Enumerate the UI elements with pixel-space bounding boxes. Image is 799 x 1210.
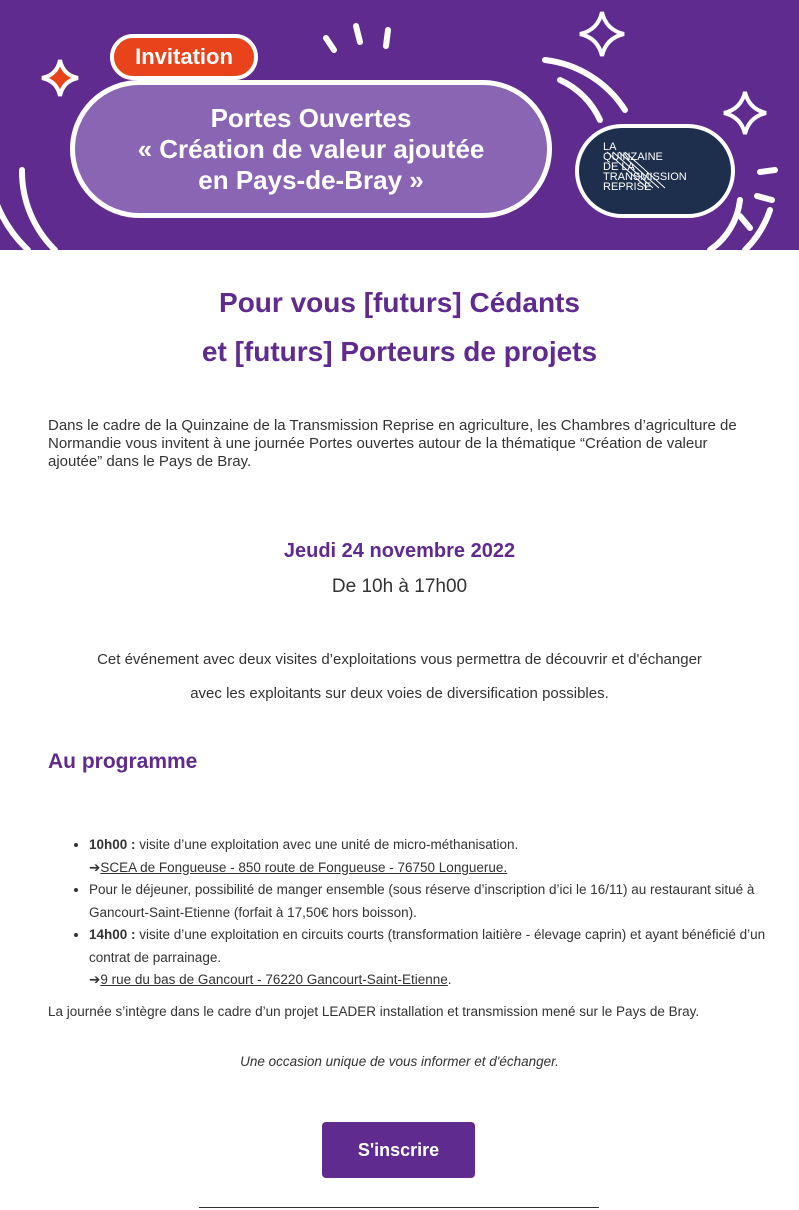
headline-line-2: et [futurs] Porteurs de projets: [201, 336, 598, 367]
logo-line-3: DE LA: [603, 161, 635, 173]
morning-text: visite d’une exploitation avec une unité de micro-méthanisation.: [135, 837, 519, 852]
occasion-text: Une occasion unique de vous informer et d'échanger.: [240, 1054, 559, 1069]
morning-address-link[interactable]: SCEA de Fongueuse - 850 route de Fongueuse - 76750 Longuerue.: [100, 859, 508, 875]
event-title-pill: [70, 80, 552, 218]
morning-time: 10h00 :: [89, 837, 136, 852]
event-date: Jeudi 24 novembre 2022: [283, 540, 516, 562]
register-button[interactable]: S'inscrire: [322, 1122, 475, 1178]
invitation-badge: Invitation: [110, 34, 258, 80]
program-list: [48, 834, 799, 992]
afternoon-address-link[interactable]: 9 rue du bas de Gancourt - 76220 Gancourt-Saint-Etienne: [100, 972, 448, 987]
event-hours: De 10h à 17h00: [331, 576, 468, 597]
logo-line-2: QUINZAINE: [603, 151, 663, 163]
program-title: Au programme: [48, 750, 198, 773]
event-description-line-1: Cet événement avec deux visites d’exploitations vous permettra de découvrir et d'échanger: [97, 651, 702, 668]
arrow-icon: ➔: [89, 859, 101, 875]
title-line-2: « Création de valeur ajoutée: [137, 133, 485, 164]
afternoon-text: visite d’une exploitation en circuits courts (transformation laitière - élevage caprin) et ayant bénéficié d’un contrat de parrainage.: [89, 927, 766, 965]
leader-paragraph: La journée s’intègre dans le cadre d’un projet LEADER installation et transmission mené sur le Pays de Bray.: [48, 1004, 700, 1019]
program-item-afternoon: [89, 924, 799, 992]
divider: [199, 1207, 599, 1208]
program-item-morning: [89, 834, 799, 879]
program-item-lunch: • Pour le déjeuner, possibilité de manger ensemble (sous réserve d’inscription d’ici le 16/11) au restaurant situé à Gancourt-Saint-Etienne (forfait à 17,50€ hors boisson).: [89, 879, 799, 924]
quinzaine-logo: [575, 124, 735, 218]
event-description-line-2: avec les exploitants sur deux voies de diversification possibles.: [190, 685, 609, 702]
header-banner: [0, 0, 799, 250]
arrow-icon: ➔: [89, 972, 101, 987]
intro-paragraph: Dans le cadre de la Quinzaine de la Transmission Reprise en agriculture, les Chambres d’agriculture de Normandie vous invitent à une journée Portes ouvertes autour de la thématique “Création de valeur ajoutée” dans le Pays de Bray.: [48, 417, 737, 470]
title-line-3: en Pays-de-Bray »: [198, 164, 424, 195]
logo-line-1: LA: [603, 141, 617, 153]
afternoon-period: .: [447, 972, 452, 987]
logo-line-4: TRANSMISSION: [603, 171, 687, 183]
afternoon-time: 14h00 :: [89, 927, 136, 942]
headline-line-1: Pour vous [futurs] Cédants: [219, 287, 580, 318]
title-line-1: Portes Ouvertes: [210, 102, 412, 133]
logo-text: [603, 142, 687, 192]
logo-line-5: REPRISE: [603, 181, 652, 193]
